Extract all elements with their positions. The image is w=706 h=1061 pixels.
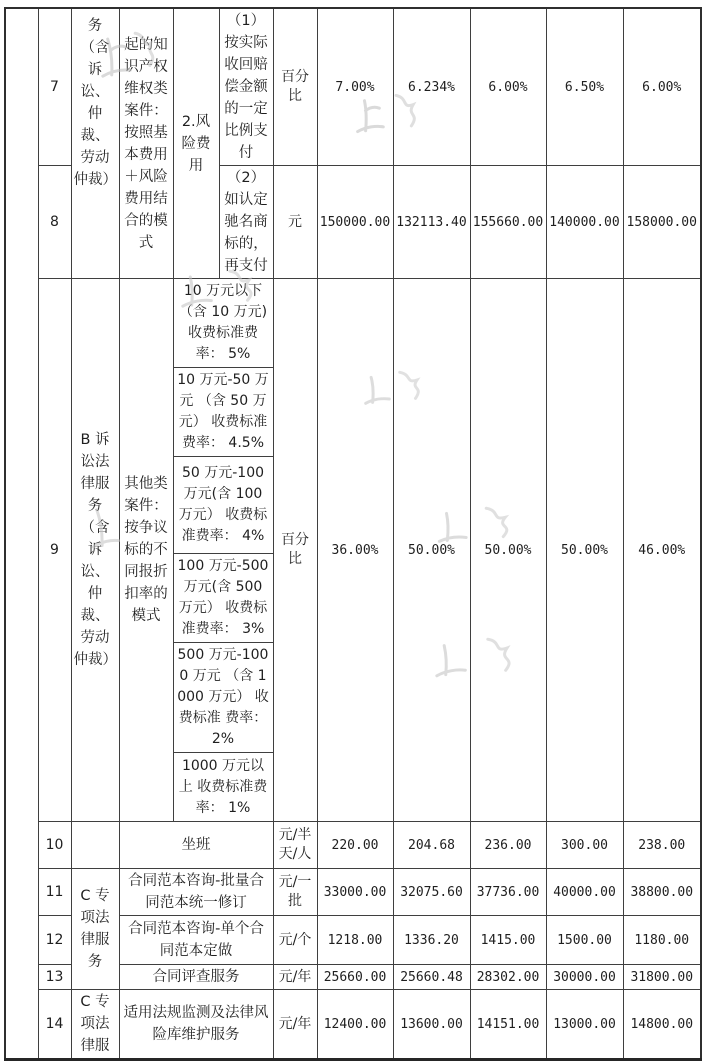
unit-cell: 元/年 <box>273 990 317 1060</box>
service-name-cell: C 专项法律服 <box>71 990 119 1060</box>
fee-desc-cell: 适用法规监测及法律风险库维护服务 <box>119 990 273 1060</box>
table-row <box>5 8 701 166</box>
value-cell: 46.00% <box>623 279 701 822</box>
unit-cell: 元/年 <box>273 965 317 990</box>
service-name-cell: 务（含诉讼、仲裁、劳动仲裁） <box>71 8 119 279</box>
value-cell: 238.00 <box>623 822 701 869</box>
fee-desc-cell: 坐班 <box>119 822 273 869</box>
fee-type-cell: 2.风险费用 <box>173 8 219 279</box>
value-cell: 12400.00 <box>317 990 393 1060</box>
value-cell: 25660.00 <box>317 965 393 990</box>
row-number-cell: 10 <box>38 822 71 869</box>
table-row <box>5 869 701 916</box>
value-cell: 204.68 <box>393 822 470 869</box>
unit-cell: 元 <box>273 166 317 279</box>
tier-rate-cell: 10 万元以下（含 10 万元)收费标准费率： 5% <box>173 279 273 368</box>
fee-desc-cell: 合同范本咨询-批量合同范本统一修订 <box>119 869 273 916</box>
value-cell: 31800.00 <box>623 965 701 990</box>
left-margin-cell <box>5 8 38 1060</box>
fee-desc-cell: （1）按实际收回赔偿金额的一定比例支付 <box>219 8 273 166</box>
tier-rate-cell: 1000 万元以上 收费标准费率： 1% <box>173 753 273 822</box>
charging-mode-cell: 其他类案件：按争议标的不同报折扣率的模式 <box>119 279 173 822</box>
value-cell: 1336.20 <box>393 916 470 965</box>
value-cell: 300.00 <box>546 822 623 869</box>
row-number-cell: 9 <box>38 279 71 822</box>
value-cell: 50.00% <box>546 279 623 822</box>
value-cell: 25660.48 <box>393 965 470 990</box>
tier-rate-cell: 500 万元-1000 万元 （含 1000 万元） 收费标准 费率： 2% <box>173 643 273 753</box>
value-cell: 14800.00 <box>623 990 701 1060</box>
unit-cell: 元/一批 <box>273 869 317 916</box>
value-cell: 32075.60 <box>393 869 470 916</box>
fee-desc-cell: 合同评查服务 <box>119 965 273 990</box>
value-cell: 1415.00 <box>470 916 546 965</box>
service-name-cell: C 专项法律服务 <box>71 869 119 990</box>
value-cell: 50.00% <box>470 279 546 822</box>
row-number-cell: 12 <box>38 916 71 965</box>
row-number-cell: 13 <box>38 965 71 990</box>
scanned-fee-table <box>4 7 702 1061</box>
value-cell: 36.00% <box>317 279 393 822</box>
value-cell: 140000.00 <box>546 166 623 279</box>
row-number-cell: 14 <box>38 990 71 1060</box>
unit-cell: 百分比 <box>273 8 317 166</box>
unit-cell: 百分比 <box>273 279 317 822</box>
value-cell: 1180.00 <box>623 916 701 965</box>
fee-desc-cell: （2）如认定驰名商标的，再支付 <box>219 166 273 279</box>
value-cell: 150000.00 <box>317 166 393 279</box>
value-cell: 6.234% <box>393 8 470 166</box>
value-cell: 155660.00 <box>470 166 546 279</box>
value-cell: 33000.00 <box>317 869 393 916</box>
unit-cell: 元/半天/人 <box>273 822 317 869</box>
row-number-cell: 11 <box>38 869 71 916</box>
value-cell: 13600.00 <box>393 990 470 1060</box>
value-cell: 1500.00 <box>546 916 623 965</box>
value-cell: 1218.00 <box>317 916 393 965</box>
row-number-cell: 7 <box>38 8 71 166</box>
tier-rate-cell: 50 万元-100 万元(含 100 万元） 收费标准费率： 4% <box>173 457 273 554</box>
value-cell: 236.00 <box>470 822 546 869</box>
table-row <box>5 990 701 1060</box>
value-cell: 28302.00 <box>470 965 546 990</box>
value-cell: 132113.40 <box>393 166 470 279</box>
fee-desc-cell: 合同范本咨询-单个合同范本定做 <box>119 916 273 965</box>
charging-mode-cell: 起的知识产权维权类案件：按照基本费用＋风险费用结合的模式 <box>119 8 173 279</box>
value-cell: 220.00 <box>317 822 393 869</box>
value-cell: 6.00% <box>470 8 546 166</box>
value-cell: 50.00% <box>393 279 470 822</box>
table-row <box>5 822 701 869</box>
tier-rate-cell: 10 万元-50 万元 （含 50 万元） 收费标准费率： 4.5% <box>173 368 273 457</box>
value-cell: 40000.00 <box>546 869 623 916</box>
value-cell: 158000.00 <box>623 166 701 279</box>
value-cell: 30000.00 <box>546 965 623 990</box>
value-cell: 7.00% <box>317 8 393 166</box>
value-cell: 13000.00 <box>546 990 623 1060</box>
fee-table <box>4 7 702 1061</box>
value-cell: 14151.00 <box>470 990 546 1060</box>
value-cell: 37736.00 <box>470 869 546 916</box>
unit-cell: 元/个 <box>273 916 317 965</box>
value-cell: 38800.00 <box>623 869 701 916</box>
tier-rate-cell: 100 万元-500 万元(含 500 万元） 收费标准费率： 3% <box>173 554 273 643</box>
value-cell: 6.00% <box>623 8 701 166</box>
service-name-cell: B 诉讼法律服务（含诉讼、仲裁、劳动仲裁） <box>71 279 119 822</box>
value-cell: 6.50% <box>546 8 623 166</box>
table-row <box>5 279 701 368</box>
service-name-cell <box>71 822 119 869</box>
row-number-cell: 8 <box>38 166 71 279</box>
